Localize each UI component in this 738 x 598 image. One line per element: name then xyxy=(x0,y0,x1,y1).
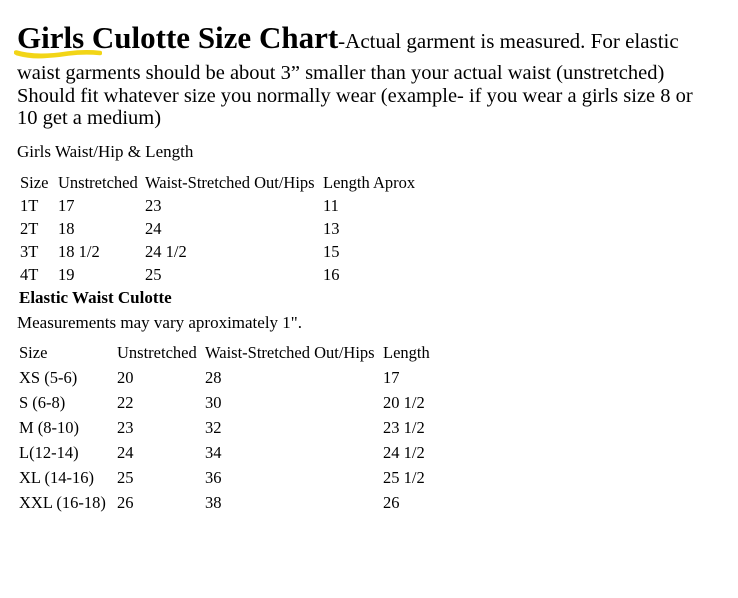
table-cell: 23 1/2 xyxy=(383,417,425,437)
table-cell: 16 xyxy=(323,264,340,284)
table-cell: 2T xyxy=(20,218,39,238)
table-cell: 28 xyxy=(205,367,222,387)
table-row xyxy=(19,390,724,415)
column-header: Unstretched xyxy=(58,172,138,192)
tagline-inline: -Actual garment is measured. For elastic xyxy=(338,29,679,53)
column-header: Length Aprox xyxy=(323,172,416,192)
column-header: Size xyxy=(19,342,48,362)
table-cell: 38 xyxy=(205,492,222,512)
table-cell: 15 xyxy=(323,241,340,261)
table-cell: S (6-8) xyxy=(19,392,66,412)
table-row xyxy=(19,440,724,465)
table-cell: 25 1/2 xyxy=(383,467,425,487)
table-cell: 34 xyxy=(205,442,222,462)
table-cell: 18 1/2 xyxy=(58,241,100,261)
table-cell: 4T xyxy=(20,264,39,284)
table-cell: 23 xyxy=(117,417,134,437)
title-rest-text: Culotte Size Chart xyxy=(84,20,339,55)
table-cell: XXL (16-18) xyxy=(19,492,106,512)
table-cell: 30 xyxy=(205,392,222,412)
table-cell: 24 xyxy=(145,218,162,238)
column-header: Unstretched xyxy=(117,342,197,362)
table-row xyxy=(19,490,724,515)
table-row xyxy=(20,217,724,240)
table-cell: 13 xyxy=(323,218,340,238)
table-cell: 26 xyxy=(383,492,400,512)
column-header: Waist-Stretched Out/Hips xyxy=(145,172,315,192)
column-header: Waist-Stretched Out/Hips xyxy=(205,342,375,362)
table-cell: 11 xyxy=(323,195,339,215)
toddler-section-subtitle: Girls Waist/Hip & Length xyxy=(17,141,194,161)
tagline-line: Should fit whatever size you normally wear (example- if you wear a girls size 8 or xyxy=(17,84,693,107)
table-row xyxy=(20,240,724,263)
toddler-size-table xyxy=(20,171,724,286)
table-cell: 17 xyxy=(58,195,75,215)
table-cell: M (8-10) xyxy=(19,417,80,437)
table-row xyxy=(20,194,724,217)
table-row xyxy=(20,263,724,286)
table-cell: 24 1/2 xyxy=(383,442,425,462)
table-cell: 19 xyxy=(58,264,75,284)
table-cell: 32 xyxy=(205,417,222,437)
title-highlighted-word xyxy=(17,20,84,56)
table-cell: 26 xyxy=(117,492,134,512)
table-header-row xyxy=(19,340,724,365)
table-cell: XS (5-6) xyxy=(19,367,78,387)
title-line xyxy=(17,20,724,59)
table-cell: 22 xyxy=(117,392,134,412)
table-header-row xyxy=(20,171,724,194)
table-cell: 36 xyxy=(205,467,222,487)
table-cell: 3T xyxy=(20,241,39,261)
table-cell: 25 xyxy=(117,467,134,487)
table-cell: 25 xyxy=(145,264,162,284)
table-cell: 20 xyxy=(117,367,134,387)
table-cell: 1T xyxy=(20,195,39,215)
table-cell: 18 xyxy=(58,218,75,238)
table-row xyxy=(19,465,724,490)
tagline-line: 10 get a medium) xyxy=(17,107,162,129)
table-cell: 17 xyxy=(383,367,400,387)
table-row xyxy=(19,365,724,390)
column-header: Length xyxy=(383,342,430,362)
table-cell: 24 1/2 xyxy=(145,241,187,261)
table-cell: L(12-14) xyxy=(19,442,79,462)
table-cell: 23 xyxy=(145,195,162,215)
column-header: Size xyxy=(20,172,49,192)
measurement-note: Measurements may vary aproximately 1". xyxy=(17,312,302,332)
table-cell: 20 1/2 xyxy=(383,392,425,412)
girls-size-table xyxy=(19,340,724,515)
table-cell: XL (14-16) xyxy=(19,467,94,487)
page-title xyxy=(17,20,338,55)
elastic-section-heading: Elastic Waist Culotte xyxy=(19,287,172,307)
tagline-line: waist garments should be about 3” smaller than your actual waist (unstretched) xyxy=(17,62,665,84)
table-cell: 24 xyxy=(117,442,134,462)
table-row xyxy=(19,415,724,440)
title-highlighted-word-text: Girls xyxy=(17,20,85,55)
